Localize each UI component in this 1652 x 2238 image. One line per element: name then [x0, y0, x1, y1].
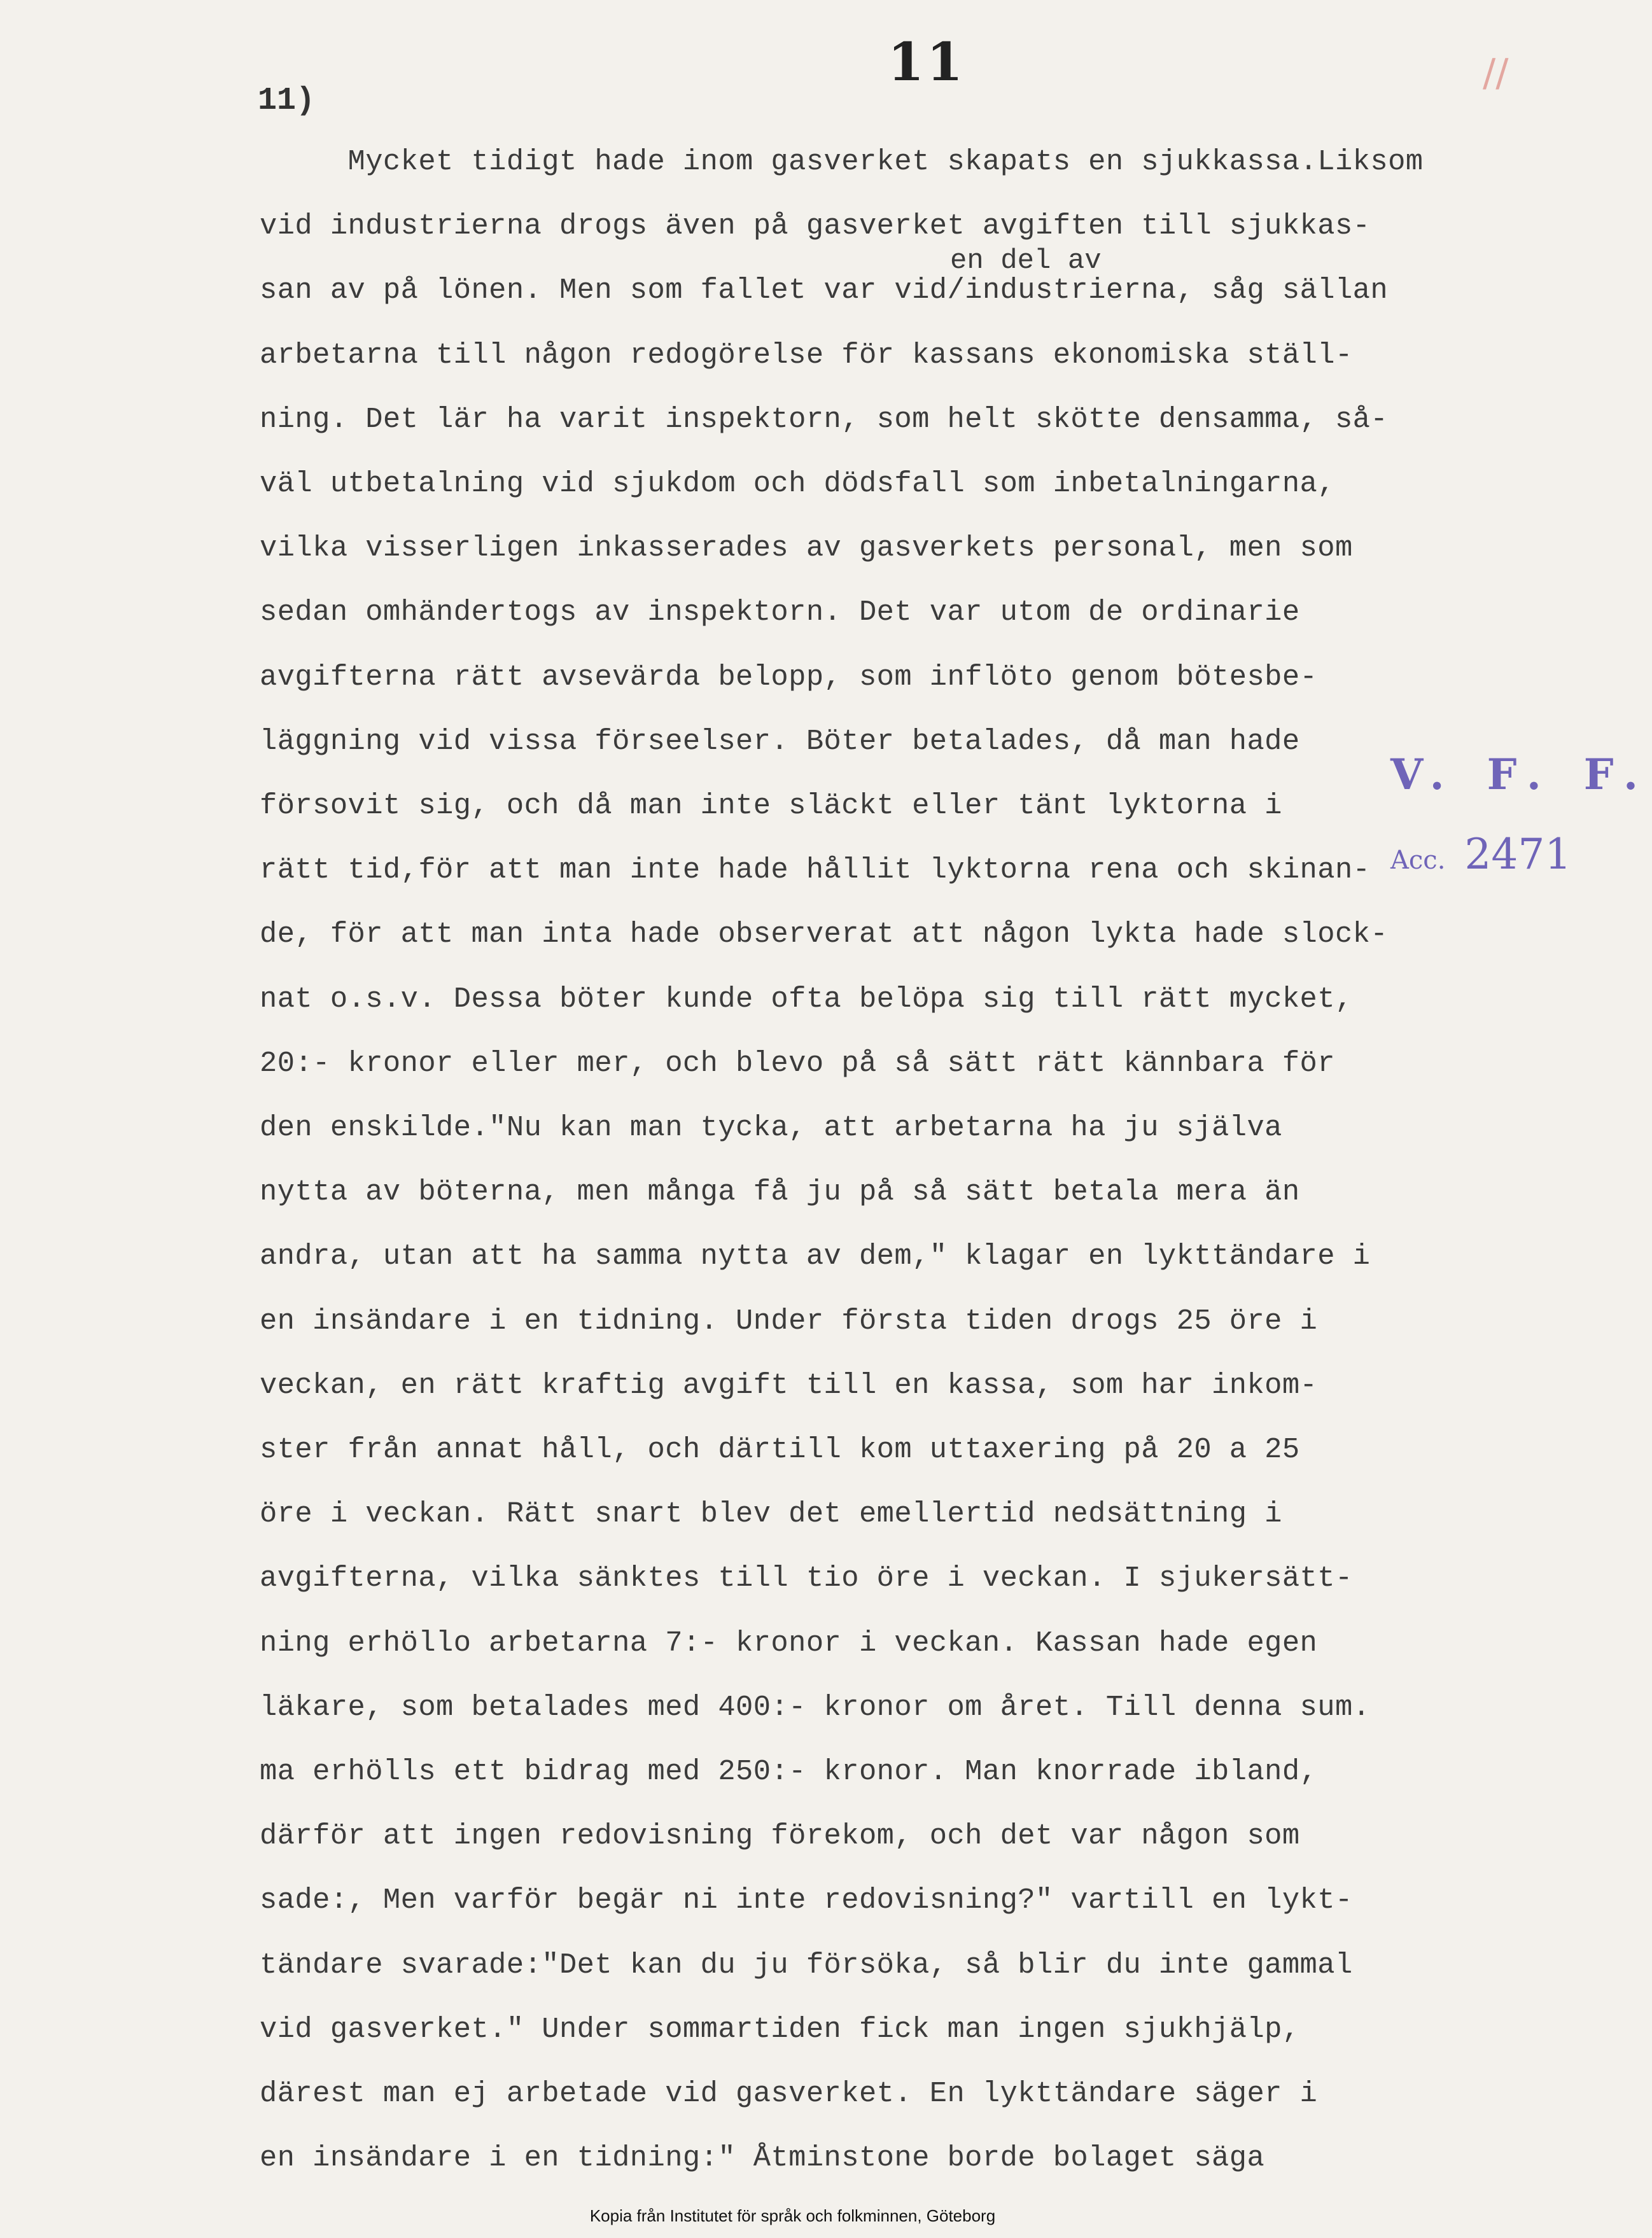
text-line: ma erhölls ett bidrag med 250:- kronor. Man knorrade ibland, [260, 1755, 1318, 1788]
stamp-archive-code: V. F. F. [1390, 750, 1652, 799]
text-line: tändare svarade:"Det kan du ju försöka, så blir du inte gammal [260, 1948, 1353, 1982]
text-line: öre i veckan. Rätt snart blev det emellertid nedsättning i [260, 1497, 1282, 1531]
text-line: ning erhöllo arbetarna 7:- kronor i veckan. Kassan hade egen [260, 1626, 1318, 1660]
stamp-accession-number: 2471 [1464, 830, 1572, 879]
text-line: därest man ej arbetade vid gasverket. En lykttändare säger i [260, 2077, 1318, 2110]
text-line: nat o.s.v. Dessa böter kunde ofta belöpa sig till rätt mycket, [260, 982, 1353, 1016]
text-line: en insändare i en tidning:" Åtminstone borde bolaget säga [260, 2141, 1265, 2175]
page-number: 11 [888, 32, 966, 93]
interlinear-insertion: en del av [950, 245, 1102, 277]
text-line: san av på lönen. Men som fallet var vid/industrierna, såg sällan [260, 274, 1389, 307]
text-line: de, för att man inta hade observerat att någon lykta hade slock- [260, 918, 1389, 951]
text-line: nytta av böterna, men många få ju på så sätt betala mera än [260, 1175, 1300, 1209]
archive-footer: Kopia från Institutet för språk och folkminnen, Göteborg [589, 2206, 996, 2225]
text-line: läkare, som betalades med 400:- kronor om året. Till denna sum. [260, 1690, 1371, 1724]
text-line: sedan omhändertogs av inspektorn. Det var utom de ordinarie [260, 596, 1300, 629]
section-marker: 11) [258, 83, 316, 119]
text-line: försovit sig, och då man inte släckt eller tänt lyktorna i [260, 789, 1282, 822]
text-line: därför att ingen redovisning förekom, och det var någon som [260, 1819, 1300, 1853]
text-line: ning. Det lär ha varit inspektorn, som helt skötte densamma, så- [260, 402, 1389, 436]
text-line: veckan, en rätt kraftig avgift till en kassa, som har inkom- [260, 1368, 1318, 1402]
text-line: 20:- kronor eller mer, och blevo på så sätt rätt kännbara för [260, 1046, 1335, 1080]
text-line: vilka visserligen inkasserades av gasverkets personal, men som [260, 531, 1353, 565]
text-line: Mycket tidigt hade inom gasverket skapats en sjukkassa.Liksom [260, 145, 1424, 178]
text-line: ster från annat håll, och därtill kom uttaxering på 20 a 25 [260, 1433, 1300, 1466]
text-line: läggning vid vissa förseelser. Böter betalades, då man hade [260, 724, 1300, 758]
text-line: väl utbetalning vid sjukdom och dödsfall som inbetalningarna, [260, 467, 1335, 500]
stamp-accession [1390, 830, 1652, 879]
text-line: rätt tid,för att man inte hade hållit lyktorna rena och skinan- [260, 853, 1371, 887]
text-line: avgifterna, vilka sänktes till tio öre i veckan. I sjukersätt- [260, 1562, 1353, 1595]
text-line: vid gasverket." Under sommartiden fick man ingen sjukhjälp, [260, 2012, 1300, 2046]
text-line: vid industrierna drogs även på gasverket avgiften till sjukkas- [260, 209, 1371, 243]
corner-pencil-mark: // [1483, 51, 1509, 95]
text-line: andra, utan att ha samma nytta av dem," klagar en lykttändare i [260, 1240, 1371, 1273]
stamp-accession-prefix: Acc. [1390, 846, 1446, 875]
archive-stamp [1390, 725, 1652, 903]
text-line: arbetarna till någon redogörelse för kassans ekonomiska ställ- [260, 338, 1353, 372]
text-line: avgifterna rätt avsevärda belopp, som inflöto genom bötesbe- [260, 660, 1318, 694]
text-line: den enskilde."Nu kan man tycka, att arbetarna ha ju själva [260, 1111, 1282, 1144]
text-line: sade:, Men varför begär ni inte redovisning?" vartill en lykt- [260, 1884, 1353, 1917]
text-line: en insändare i en tidning. Under första tiden drogs 25 öre i [260, 1304, 1318, 1338]
